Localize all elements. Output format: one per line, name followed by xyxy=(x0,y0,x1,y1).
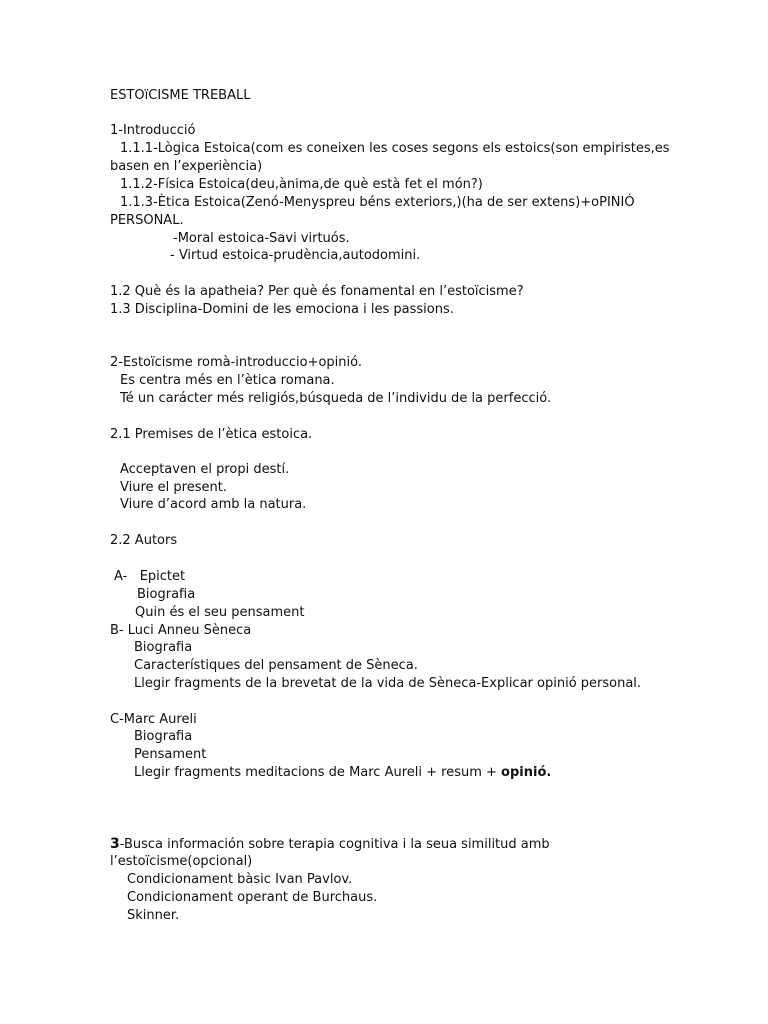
author-a-item-1: Biografia xyxy=(137,587,196,602)
section-3-item-2: Condicionament operant de Burchaus. xyxy=(127,890,378,905)
premise-1: Acceptaven el propi destí. xyxy=(120,462,290,477)
subsection-1-1-1-cont: basen en l’experiència) xyxy=(110,159,263,174)
subsection-1-1-3: 1.1.3-Ètica Estoica(Zenó-Menyspreu béns exteriors,)(ha de ser extens)+oPINIÓ xyxy=(120,195,635,210)
author-b-item-1: Biografia xyxy=(134,640,193,655)
section-3-number: 3 xyxy=(110,836,120,852)
author-b-item-2: Característiques del pensament de Sèneca. xyxy=(134,658,418,673)
virtud-estoica-line: - Virtud estoica-prudència,autodomini. xyxy=(170,248,421,263)
document-title: ESTOïCISME TREBALL xyxy=(110,88,251,103)
section-3-item-1: Condicionament bàsic Ivan Pavlov. xyxy=(127,872,353,887)
subsection-1-1-3-cont: PERSONAL. xyxy=(110,213,184,228)
section-3-heading xyxy=(110,835,550,854)
subsection-2-2: 2.2 Autors xyxy=(110,533,178,548)
premise-3: Viure d’acord amb la natura. xyxy=(120,497,307,512)
subsection-1-2: 1.2 Què és la apatheia? Per què és fonamental en l’estoïcisme? xyxy=(110,284,524,299)
premise-2: Viure el present. xyxy=(120,480,227,495)
subsection-1-1-1: 1.1.1-Lògica Estoica(com es coneixen les coses segons els estoics(son empiristes,es xyxy=(120,141,670,156)
author-c-item-3-text: Llegir fragments meditacions de Marc Aureli + resum + xyxy=(134,765,502,780)
section-3-heading-text: -Busca información sobre terapia cognitiva i la seua similitud amb xyxy=(119,837,550,852)
moral-estoica-line: -Moral estoica-Savi virtuós. xyxy=(173,231,350,246)
section-2-line-1: Es centra més en l’ètica romana. xyxy=(120,373,335,388)
author-b-item-3: Llegir fragments de la brevetat de la vida de Sèneca-Explicar opinió personal. xyxy=(134,676,642,691)
author-c-item-2: Pensament xyxy=(134,747,207,762)
author-c-item-1: Biografia xyxy=(134,729,193,744)
author-a-heading: A- Epictet xyxy=(114,569,186,584)
subsection-2-1: 2.1 Premises de l’ètica estoica. xyxy=(110,427,313,442)
author-c-heading: C-Marc Aureli xyxy=(110,712,197,727)
author-c-item-3 xyxy=(134,764,551,782)
section-3-item-3: Skinner. xyxy=(127,908,180,923)
subsection-1-1-2: 1.1.2-Física Estoica(deu,ànima,de què està fet el món?) xyxy=(120,177,483,192)
section-2-heading: 2-Estoïcisme romà-introduccio+opinió. xyxy=(110,355,363,370)
author-b-heading: B- Luci Anneu Sèneca xyxy=(110,623,252,638)
section-3-heading-cont: l’estoïcisme(opcional) xyxy=(110,854,253,869)
author-c-item-3-emphasis: opinió. xyxy=(501,765,552,780)
section-1-heading: 1-Introducció xyxy=(110,123,196,138)
section-2-line-2: Té un carácter més religiós,búsqueda de l’individu de la perfecció. xyxy=(120,391,552,406)
subsection-1-3: 1.3 Disciplina-Domini de les emociona i les passions. xyxy=(110,302,454,317)
author-a-item-2: Quin és el seu pensament xyxy=(135,605,305,620)
